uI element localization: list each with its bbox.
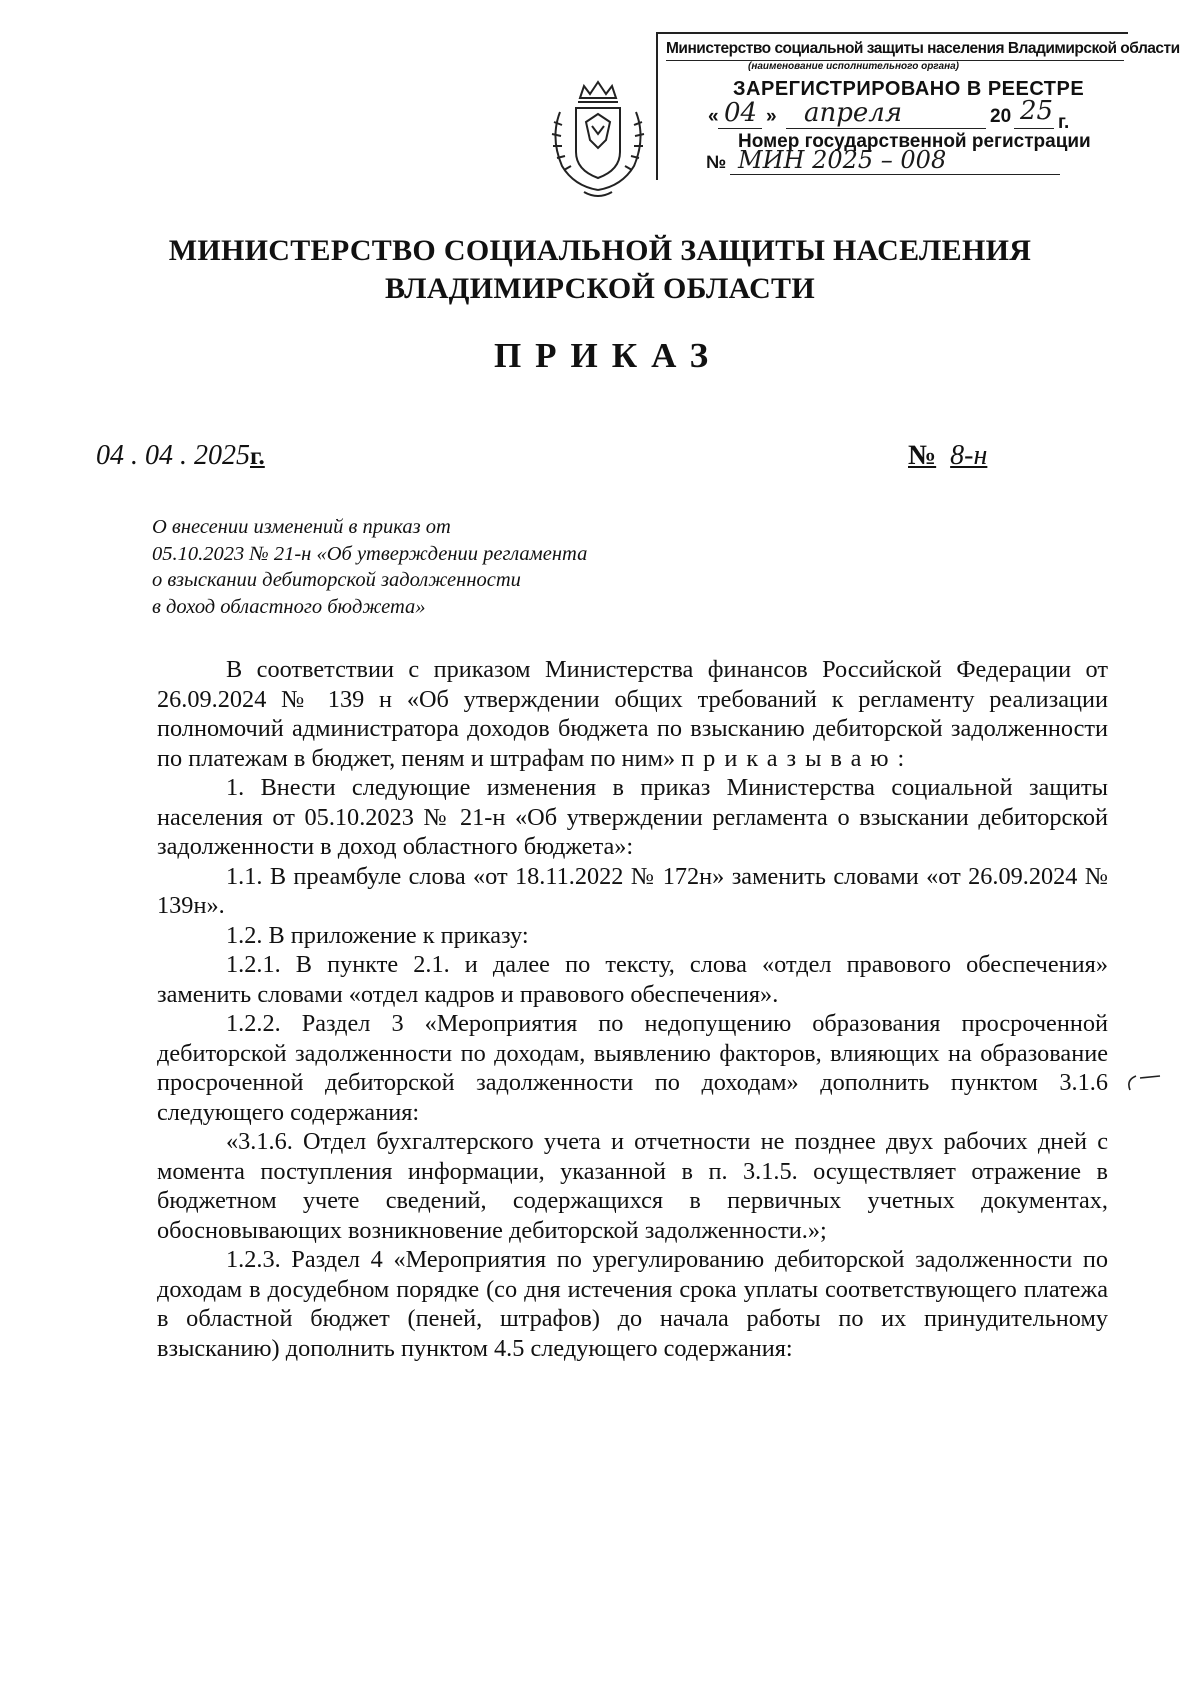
order-date-suffix: г. <box>250 443 265 470</box>
order-date <box>96 440 265 472</box>
paragraph-3-1-6: «3.1.6. Отдел бухгалтерского учета и отчетности не позднее двух рабочих дней с момента поступления информации, указанной в п. 3.1.5. осуществляет отражение в бюджетном учете сведений, содержащихся в первичных учетных документах, обосновывающих возникновение дебиторской задолженности.»; <box>157 1128 1108 1244</box>
subject-line-4: в доход областного бюджета» <box>152 595 426 618</box>
stamp-year-suffix: 25 <box>1020 96 1054 126</box>
ministry-title <box>0 232 1200 308</box>
stamp-ministry-name: Министерство социальной защиты населения Владимирской области <box>666 40 1180 57</box>
paragraph-1-2-1: 1.2.1. В пункте 2.1. и далее по тексту, слова «отдел правового обеспечения» заменить словами «отдел кадров и правового обеспечения». <box>157 951 1108 1008</box>
preamble-text: В соответствии с приказом Министерства финансов Российской Федерации от 26.09.2024 № 139 н «Об утверждении общих требований к регламенту реализации полномочий администратора доходов бюджета по взысканию дебиторской задолженности по платежам в бюджет, пеням и штрафам по ним» <box>157 656 1108 772</box>
stamp-year-underline <box>1014 128 1054 129</box>
order-body <box>157 655 1108 1363</box>
stamp-month: апреля <box>804 98 903 128</box>
ministry-title-line1: МИНИСТЕРСТВО СОЦИАЛЬНОЙ ЗАЩИТЫ НАСЕЛЕНИЯ <box>168 234 1032 267</box>
stamp-reg-number: МИН 2025 – 008 <box>738 146 947 174</box>
paragraph-1-2-2: 1.2.2. Раздел 3 «Мероприятия по недопущению образования просроченной дебиторской задолженности по доходам, выявлению факторов, влияющих на образование просроченной дебиторской задолженности по доходам» дополнить пунктом 3.1.6 следующего содержания: <box>157 1010 1108 1126</box>
subject-line-3: о взыскании дебиторской задолженности <box>152 569 521 591</box>
paragraph-1-2: 1.2. В приложение к приказу: <box>226 921 529 949</box>
stamp-reg-number-label: Номер государственной регистрации <box>738 131 1091 152</box>
stamp-subcaption: (наименование исполнительного органа) <box>748 61 960 72</box>
stamp-quote-close: » <box>766 106 777 127</box>
order-subject <box>152 514 692 620</box>
stamp-month-underline <box>786 128 986 129</box>
stamp-day: 04 <box>724 98 758 128</box>
coat-of-arms-emblem <box>540 78 656 202</box>
stamp-year-end: г. <box>1058 112 1070 133</box>
stamp-year-prefix: 20 <box>990 106 1012 127</box>
order-date-handwritten: 04 . 04 . 2025 <box>96 440 250 471</box>
margin-pen-mark <box>1122 1072 1162 1094</box>
stamp-quote-open: « <box>708 106 719 127</box>
paragraph-1-1: 1.1. В преамбуле слова «от 18.11.2022 № 172н» заменить словами «от 26.09.2024 № 139н». <box>157 862 1108 919</box>
subject-line-1: О внесении изменений в приказ от <box>152 516 451 538</box>
order-number-label: № <box>908 440 937 471</box>
stamp-registered-label: ЗАРЕГИСТРИРОВАНО В РЕЕСТРЕ <box>733 78 1085 100</box>
subject-line-2: 05.10.2023 № 21-н «Об утверждении регламента <box>152 542 588 565</box>
paragraph-preamble <box>157 655 1108 773</box>
registration-stamp <box>656 32 1180 180</box>
stamp-reg-number-prefix: № <box>706 152 727 172</box>
preamble-order-word: приказываю: <box>681 744 914 772</box>
stamp-day-underline <box>718 128 762 129</box>
order-number <box>908 440 987 472</box>
paragraph-1: 1. Внести следующие изменения в приказ Министерства социальной защиты населения от 05.10.2023 № 21-н «Об утверждении регламента о взыскании дебиторской задолженности в доход областного бюджета»: <box>157 774 1108 860</box>
order-number-value: 8-н <box>950 440 988 471</box>
ministry-title-line2: ВЛАДИМИРСКОЙ ОБЛАСТИ <box>385 272 815 305</box>
document-type-heading: ПРИКАЗ <box>493 336 723 375</box>
paragraph-1-2-3: 1.2.3. Раздел 4 «Мероприятия по урегулированию дебиторской задолженности по доходам в досудебном порядке (со дня истечения срока уплаты соответствующего платежа в областной бюджет (пеней, штрафов) до начала работы по их принудительному взысканию) дополнить пунктом 4.5 следующего содержания: <box>157 1246 1108 1362</box>
stamp-reg-number-underline <box>730 174 1060 175</box>
